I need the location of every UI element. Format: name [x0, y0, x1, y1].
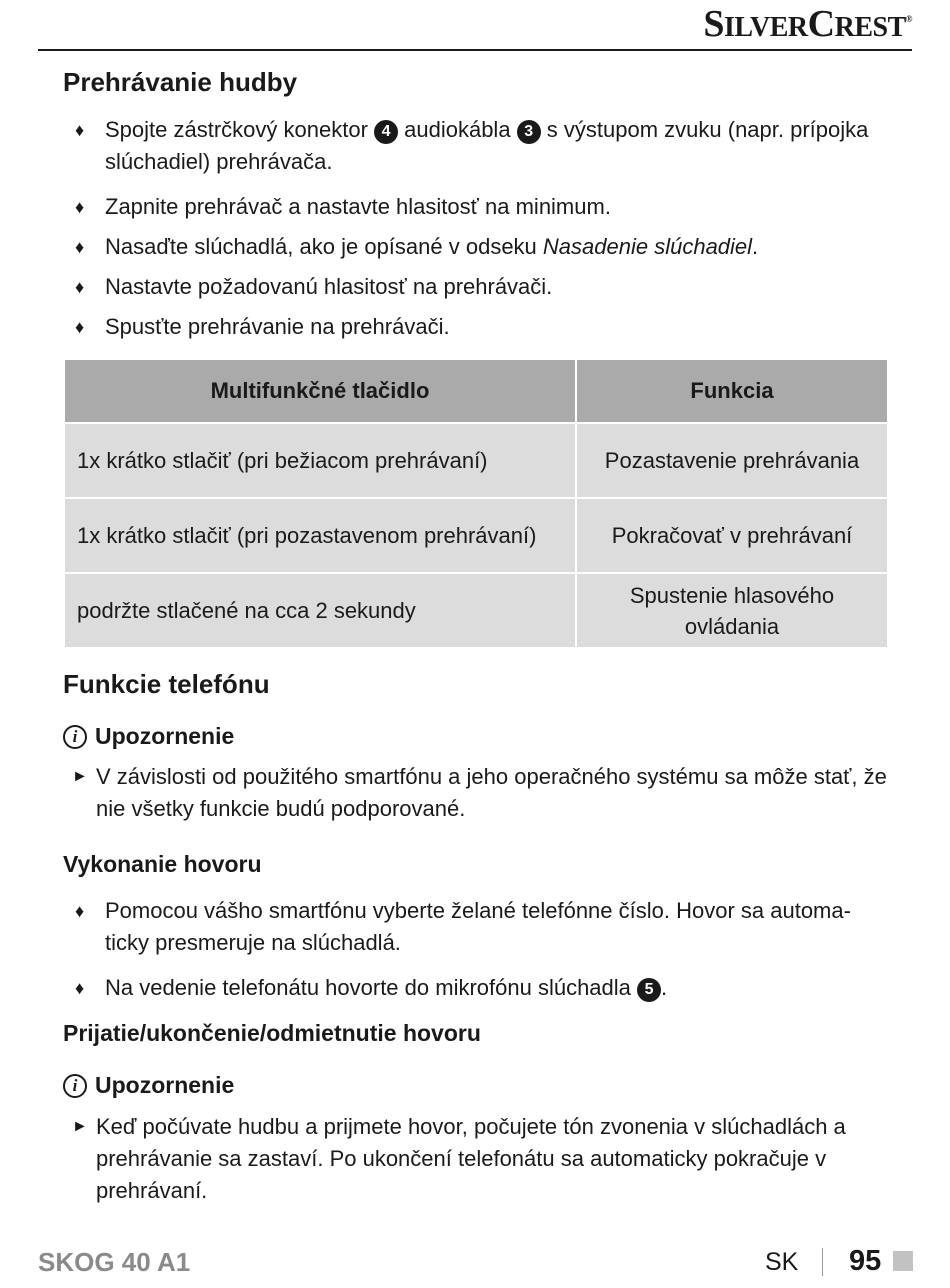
table-row — [64, 423, 888, 498]
table-cell: podržte stlačené na cca 2 sekundy — [64, 573, 576, 648]
triangle-right-icon: ► — [72, 1118, 88, 1135]
diamond-bullet-icon: ♦ — [75, 277, 85, 297]
diamond-bullet-icon: ♦ — [75, 120, 85, 140]
diamond-bullet-icon: ♦ — [75, 978, 85, 998]
note-heading: i Upozornenie — [63, 1072, 234, 1099]
diamond-bullet-icon: ♦ — [75, 317, 85, 337]
table-cell: 1x krátko stlačiť (pri bežiacom prehrávaní) — [64, 423, 576, 498]
table-row — [64, 573, 888, 648]
note-heading: i Upozornenie — [63, 723, 234, 750]
table-header: Multifunkčné tlačidlo — [64, 359, 576, 423]
footer-separator — [822, 1248, 823, 1276]
table-cell: Spustenie hlasového ovládania — [576, 573, 888, 648]
reference-link-text: Nasadenie slúchadiel — [542, 234, 753, 259]
info-icon: i — [63, 1074, 87, 1098]
triangle-right-icon: ► — [72, 768, 88, 785]
brand-logo: SILVERCREST® — [703, 3, 912, 45]
table-row — [64, 498, 888, 573]
callout-number-3: 3 — [517, 120, 541, 144]
section-title-phone: Funkcie telefónu — [63, 669, 270, 699]
header-rule — [38, 49, 912, 51]
diamond-bullet-icon: ♦ — [75, 237, 85, 257]
table-cell: Pokračovať v prehrávaní — [576, 498, 888, 573]
page-number: 95 — [849, 1245, 882, 1277]
diamond-bullet-icon: ♦ — [75, 197, 85, 217]
section-title-receive: Prijatie/ukončenie/odmietnutie hovoru — [63, 1020, 481, 1046]
table-header: Funkcia — [576, 359, 888, 423]
footer-model: SKOG 40 A1 — [38, 1247, 191, 1277]
callout-number-5: 5 — [637, 978, 661, 1002]
footer-square-icon — [893, 1251, 913, 1271]
table-header-row — [64, 359, 888, 423]
diamond-bullet-icon: ♦ — [75, 901, 85, 921]
function-table — [63, 358, 889, 649]
section-title-music: Prehrávanie hudby — [63, 67, 298, 97]
callout-number-4: 4 — [374, 120, 398, 144]
table-cell: 1x krátko stlačiť (pri pozastavenom prehrávaní) — [64, 498, 576, 573]
info-icon: i — [63, 725, 87, 749]
section-title-call: Vykonanie hovoru — [63, 851, 262, 877]
footer-language: SK — [765, 1248, 799, 1276]
table-cell: Pozastavenie prehrávania — [576, 423, 888, 498]
